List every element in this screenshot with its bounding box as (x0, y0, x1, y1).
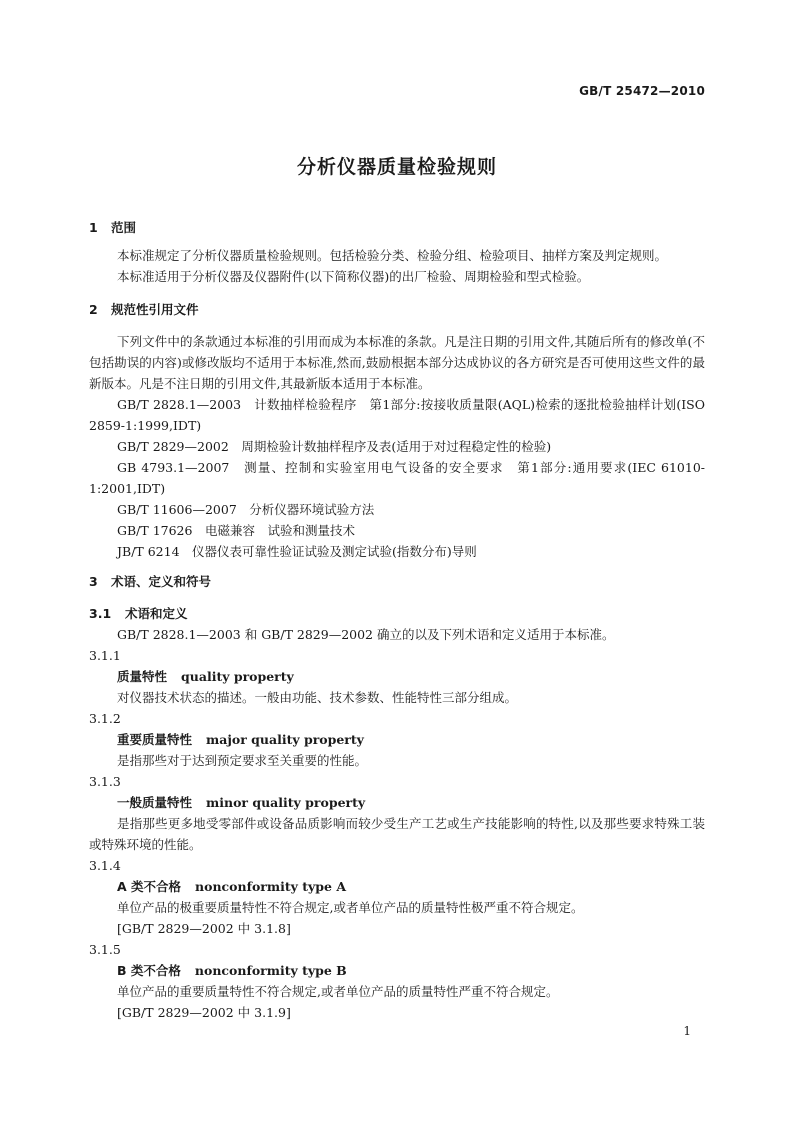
term-entry (89, 708, 705, 771)
term-cn: B 类不合格 (117, 963, 181, 978)
term-en: minor quality property (206, 795, 366, 810)
section-1 (89, 217, 705, 238)
term-number: 3.1.2 (89, 711, 121, 726)
term-definition: 是指那些对于达到预定要求至关重要的性能。 (117, 753, 368, 768)
term-source: [GB/T 2829—2002 中 3.1.9] (117, 1005, 291, 1020)
term-cn: 质量特性 (117, 669, 168, 684)
scope-paragraphs (89, 245, 705, 287)
term-en: nonconformity type B (194, 963, 347, 978)
section-3 (89, 571, 705, 592)
term-en: nonconformity type A (195, 879, 347, 894)
term-definition: 是指那些更多地受零部件或设备品质影响而较少受生产工艺或生产技能影响的特性,以及那些要求特殊工装或特殊环境的性能。 (89, 816, 705, 852)
term-definition: 单位产品的重要质量特性不符合规定,或者单位产品的质量特性严重不符合规定。 (117, 984, 559, 999)
reference-item: GB 4793.1—2007 测量、控制和实验室用电气设备的安全要求 第1部分:通用要求(IEC 61010-1:2001,IDT) (89, 460, 705, 496)
term-name (89, 792, 705, 813)
section-title: 术语、定义和符号 (111, 574, 212, 589)
reference-item: GB/T 2829—2002 周期检验计数抽样程序及表(适用于对过程稳定性的检验) (117, 439, 552, 454)
term-entry (89, 939, 705, 1023)
reference-item: GB/T 11606—2007 分析仪器环境试验方法 (117, 502, 375, 517)
term-name (89, 876, 705, 897)
document-title: 分析仪器质量检验规则 (296, 156, 497, 178)
term-entry (89, 645, 705, 708)
section-heading (89, 571, 705, 592)
terms-and-definitions (89, 603, 705, 1023)
term-name (89, 960, 705, 981)
term-name (89, 666, 705, 687)
term-number: 3.1.5 (89, 942, 121, 957)
term-definition: 对仪器技术状态的描述。一般由功能、技术参数、性能特性三部分组成。 (117, 690, 518, 705)
term-entry (89, 771, 705, 855)
reference-item: GB/T 2828.1—2003 计数抽样检验程序 第1部分:按接收质量限(AQL)检索的逐批检验抽样计划(ISO 2859-1:1999,IDT) (89, 397, 705, 433)
paragraph: 本标准规定了分析仪器质量检验规则。包括检验分类、检验分组、检验项目、抽样方案及判定规则。 (117, 248, 668, 263)
term-number: 3.1.1 (89, 648, 121, 663)
section-title: 规范性引用文件 (111, 302, 199, 317)
paragraph: 下列文件中的条款通过本标准的引用而成为本标准的条款。凡是注日期的引用文件,其随后所有的修改单(不包括勘误的内容)或修改版均不适用于本标准,然而,鼓励根据本部分达成协议的各方研究是否可使用这些文件的最新版本。凡是不注日期的引用文件,其最新版本适用于本标准。 (89, 334, 705, 391)
term-number: 3.1.3 (89, 774, 121, 789)
paragraph: 本标准适用于分析仪器及仪器附件(以下简称仪器)的出厂检验、周期检验和型式检验。 (117, 269, 590, 284)
term-cn: 重要质量特性 (117, 732, 193, 747)
term-cn: 一般质量特性 (117, 795, 193, 810)
reference-item: GB/T 17626 电磁兼容 试验和测量技术 (117, 523, 355, 538)
term-definition: 单位产品的极重要质量特性不符合规定,或者单位产品的质量特性极严重不符合规定。 (117, 900, 584, 915)
section-2 (89, 299, 705, 320)
standard-number-header: GB/T 25472—2010 (579, 84, 705, 98)
section-heading (89, 217, 705, 238)
term-en: major quality property (206, 732, 364, 747)
page-number: 1 (683, 1024, 691, 1038)
subsection-number: 3.1 (89, 606, 112, 621)
reference-item: JB/T 6214 仪器仪表可靠性验证试验及测定试验(指数分布)导则 (117, 544, 477, 559)
normative-references (89, 331, 705, 562)
term-number: 3.1.4 (89, 858, 121, 873)
section-number: 2 (89, 302, 98, 317)
term-cn: A 类不合格 (117, 879, 182, 894)
term-source: [GB/T 2829—2002 中 3.1.8] (117, 921, 291, 936)
subsection-heading (89, 603, 705, 624)
section-number: 1 (89, 220, 98, 235)
section-number: 3 (89, 574, 98, 589)
paragraph: GB/T 2828.1—2003 和 GB/T 2829—2002 确立的以及下列术语和定义适用于本标准。 (117, 627, 615, 642)
term-name (89, 729, 705, 750)
section-title: 范围 (111, 220, 137, 235)
section-heading (89, 299, 705, 320)
term-en: quality property (181, 669, 294, 684)
subsection-title: 术语和定义 (125, 606, 188, 621)
term-entry (89, 855, 705, 939)
